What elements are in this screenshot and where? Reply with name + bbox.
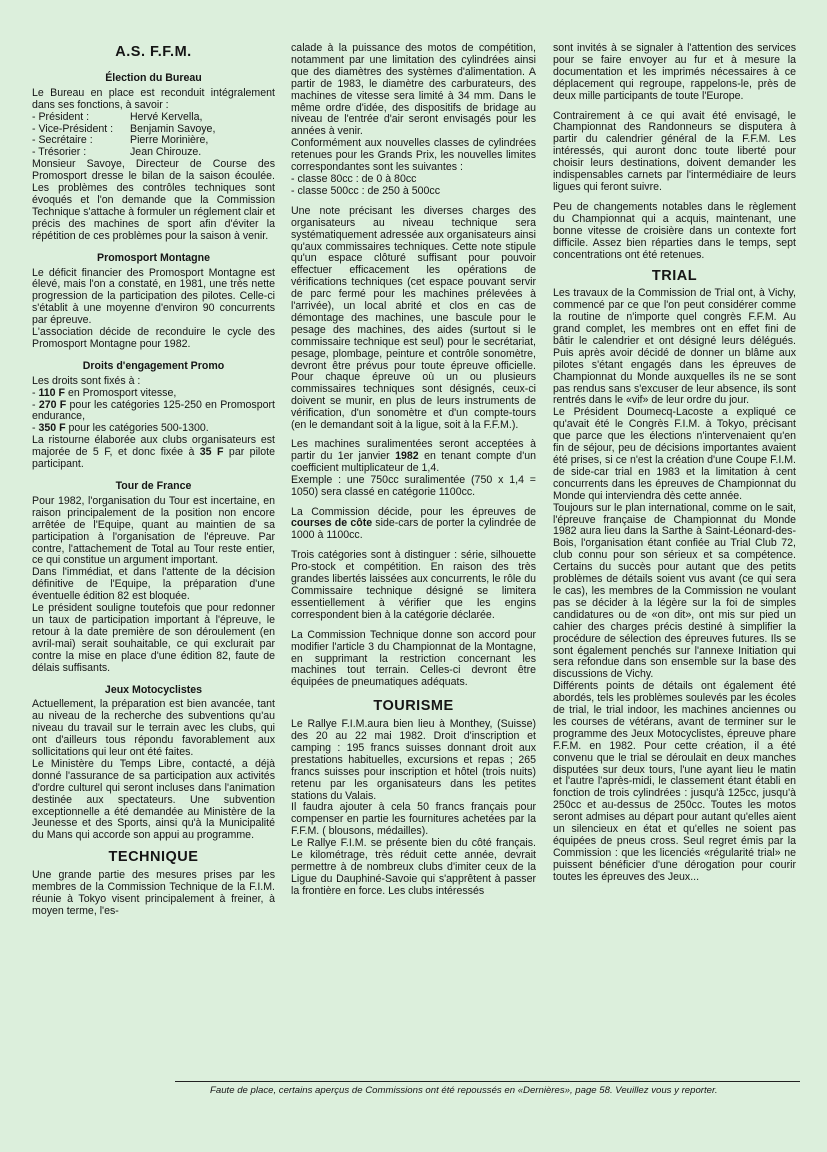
subheading-election: Élection du Bureau (105, 71, 202, 84)
bureau-row: - Trésorier : Jean Chirouze. (32, 146, 202, 159)
paragraph: Peu de changements notables dans le règlement du Championnat qui a acquis, maintenant, une bonne vitesse de croisière dans un contexte fort difficile. Assez bien réparties dans le temps, sept concentrations ont été retenues. (553, 200, 796, 261)
bureau-row: - Secrétaire : Pierre Morinière, (32, 134, 209, 147)
paragraph: Il faudra ajouter à cela 50 francs français pour compenser en partie les fournitures achetées par la F.F.M. ( blousons, médailles). (291, 801, 536, 838)
paragraph: Les machines suralimentées seront acceptées à partir du 1er janvier 1982 en tenant compte d'un coefficient multiplicateur de 1,4. (291, 438, 536, 474)
paragraph: Conformément aux nouvelles classes de cylindrées retenues pour les Grands Prix, les nouvelles limites correspondantes sont les suivantes : (291, 137, 536, 174)
paragraph: Le Président Doumecq-Lacoste a expliqué ce qu'avait été le Congrès F.I.M. à Tokyo, précisant que parce que les élections n'intervenaient qu'en fin de séjour, peu de décisions importantes avaient été prises, si ce n'est la création d'une Coupe F.I.M. de side-car trial en 1983 et la limitation à cent concurrents dans les épreuves de Championnat du Monde qui interviendra dès cette année. (553, 406, 796, 502)
paragraph: Le Bureau en place est reconduit intégralement dans ses fonctions, à savoir : (32, 86, 275, 111)
subheading-promosport-montagne: Promosport Montagne (97, 251, 210, 264)
bureau-row: - Président : Hervé Kervella, (32, 110, 203, 123)
paragraph: La ristourne élaborée aux clubs organisateurs est majorée de 5 F, et donc fixée à 35 F par pilote participant. (32, 434, 275, 471)
paragraph: sont invités à se signaler à l'attention des services pour se faire envoyer au fur et à mesure la documentation et les imprimés nécessaires à ce déplacement qui regroupe, rappelons-le, près de deux mille participants de toute l'Europe. (553, 42, 796, 102)
paragraph: Contrairement à ce qui avait été envisagé, le Championnat des Randonneurs se disputera à partir du calendrier général de la F.F.M. Les intéressés, qui auront donc toute liberté pour choisir leurs destinations, doivent demander les indispensables carnets par l'intermédiaire de leurs ligues qui feront suivre. (553, 109, 796, 193)
section-heading-technique: TECHNIQUE (108, 849, 199, 866)
class-item: - classe 80cc : de 0 à 80cc (291, 172, 417, 185)
paragraph: Le Rallye F.I.M. se présente bien du côté français. Le kilométrage, très réduit cette année, devrait permettre à de nombreux clubs d'imiter ceux de la Ligue du Dauphiné-Savoie qui s'apprêtent à passer la frontière en force. Les clubs intéressés (291, 837, 536, 897)
section-heading-asffm: A.S. F.F.M. (115, 44, 192, 60)
paragraph: La Commission Technique donne son accord pour modifier l'article 3 du Championnat de la Montagne, en supprimant la restriction concernant les machines tout terrain. Celles-ci devront être équipées de pneumatiques adéquats. (291, 628, 536, 689)
paragraph: Exemple : une 750cc suralimentée (750 x 1,4 = 1050) sera classé en catégorie 1100cc. (291, 473, 536, 498)
paragraph: Le déficit financier des Promosport Montagne est élevé, mais l'on a constaté, en 1981, une très nette progression de la participation des pilotes. Celle-ci s'établit à une moyenne d'environ 90 concurrents par épreuve. (32, 266, 275, 327)
fee-item: - 350 F pour les catégories 500-1300. (32, 422, 209, 435)
paragraph: Les droits sont fixés à : (32, 374, 141, 387)
paragraph: Les travaux de la Commission de Trial ont, à Vichy, commencé par ce que l'on peut considérer comme la routine de n'importe quel congrès F.F.M. Au grand complet, les membres ont en effet fini de bâtir le calendrier et ont désigné leurs délégués. Puis après avoir décidé de donner un blâme aux pilotes s'étant engagés dans les épreuves de Championnat du Monde auxquelles ils ne se sont pas rendus sans s'excuser de leur absence, ils sont rentrés dans le «vif» de leur ordre du jour. (553, 287, 796, 407)
footer-note: Faute de place, certains aperçus de Commissions ont été repoussés en «Dernières», page 58. Veuillez vous y reporter. (210, 1085, 718, 1096)
paragraph: Trois catégories sont à distinguer : série, silhouette Pro-stock et compétition. En raison des très grandes libertés laissées aux concurrents, le rôle du Commissaire technique désigné se limitera essentiellement à vérifier que les engins correspondent bien à la catégorie déclarée. (291, 549, 536, 621)
subheading-jeux: Jeux Motocyclistes (104, 683, 203, 696)
column-left (32, 44, 275, 923)
class-item: - classe 500cc : de 250 à 500cc (291, 184, 440, 197)
section-heading-trial: TRIAL (651, 268, 698, 285)
paragraph: Le Rallye F.I.M.aura bien lieu à Monthey, (Suisse) des 20 au 22 mai 1982. Droit d'inscription et camping : 195 francs suisses donnant droit aux prestations habituelles, excursions et repas ; 265 francs suisses pour inscription et hôtel (trois nuits) retenu par les organisateurs dans les petites stations du Valais. (291, 718, 536, 802)
subheading-droits: Droits d'engagement Promo (82, 359, 225, 372)
column-right (553, 43, 796, 889)
paragraph: Toujours sur le plan international, comme on le sait, l'épreuve française de Championnat du Monde 1982 aura lieu dans la Sarthe à Saint-Léonard-des-Bois, l'organisation étant confiée au Trial Club 72, club connu pour son sérieux et sa compétence. Certains du succès pour autant que des petits problèmes de détails soient vus avant (ce qui sera le cas), les membres de la Commission ne voulant pas se décider à la légère sur la foi de simples candidatures ou de «on dit», ont mis sur pied un cahier des charges précis destiné à simplifier la procédure de sélection des épreuves futures. Ils se sont également penchés sur l'annexe Initiation qui sera refondue dans son ensemble sur la base des discussions de Vichy. (553, 501, 796, 681)
paragraph: L'association décide de reconduire le cycle des Promosport Montagne pour 1982. (32, 326, 275, 350)
fee-item: - 110 F en Promosport vitesse, (32, 386, 177, 399)
paragraph: Une note précisant les diverses charges des organisateurs au niveau technique sera systématiquement adressée aux organisateurs ainsi qu'aux commissaires techniques. Cette note stipule qu'un espace clôturé suffisant pour pouvoir effectuer efficacement les opérations de vérifications techniques (cet espace pouvant servir de parc fermé pour les machines prélevées à l'arrivée), un local abrité et clos en cas de démontage des machines, une bascule pour le pesage des machines, des aides (surtout si le commissaire technique est seul) pour le secrétariat, pesage, plombage, peinture et contrôle sonomètre, devront être prévus pour toute épreuve officielle. Pour chaque épreuve où un ou plusieurs commissaires techniques sont désignés, ceux-ci doivent se munir, en plus de leurs instruments de vérification, d'un sonomètre et d'un compte-tours (en le demandant soit à la ligue, soit à la F.F.M.). (291, 204, 536, 432)
subheading-tour-de-france: Tour de France (115, 480, 192, 492)
paragraph: Différents points de détails ont également été abordés, tels les problèmes soulevés par les écoles de trial, le trial indoor, les machines anciennes ou les courses de vétérans, avant de terminer sur le programme des Jeux Motocyclistes, épreuve phare F.F.M. en 1982. Pour cette création, il a été convenu que le trial se déroulait en deux manches disputées sur deux tours, l'une ayant lieu le matin et l'autre l'après-midi, le classement étant établi en fonction de trois cylindrées : jusqu'à 125cc, jusqu'à 250cc et au-dessus de 250cc. Toutes les motos seront admises au départ pour autant qu'elles aient un silencieux en état et qu'elles ne soient pas équipées de pneus cross. Seul regret émis par la Commission : que les licenciés «régularité trial» ne puissent bénéficier d'une dérogation pour courir toutes les épreuves des Jeux... (553, 680, 796, 883)
section-heading-tourisme: TOURISME (373, 698, 454, 715)
bureau-list (32, 112, 275, 160)
paragraph: Dans l'immédiat, et dans l'attente de la décision définitive de l'Equipe, la préparation d'une éventuelle édition 82 est bloquée. (32, 566, 275, 603)
paragraph: Monsieur Savoye, Directeur de Course des Promosport dresse le bilan de la saison écoulée. Les problèmes des contrôles techniques sont évoqués et l'on demande que la Commission Technique s'attache à formuler un réglement clair et précis des machines de sport afin d'éviter la répétition de ces problèmes pour la saison à venir. (32, 158, 275, 242)
column-middle (291, 43, 536, 903)
paragraph: Pour 1982, l'organisation du Tour est incertaine, en raison principalement de la position non encore arrêtée de l'Equipe, quant au maintien de sa participation à l'organisation de l'épreuve. Par contre, l'attachement de Total au Tour reste entier, ce qui constitue un argument important. (32, 494, 275, 567)
paragraph: Le Ministère du Temps Libre, contacté, a déjà donné l'assurance de sa participation aux activités d'ordre culturel qui seront incluses dans l'animation destinée aux spectateurs. Une subvention exceptionnelle a été demandée au Ministère de la Jeunesse et des Sports, ainsi qu'à la Municipalité du Mans qui accorde son appui au programme. (32, 757, 275, 842)
paragraph: La Commission décide, pour les épreuves de courses de côte side-cars de porter la cylindrée de 1000 à 1100cc. (291, 505, 536, 542)
paragraph: Une grande partie des mesures prises par les membres de la Commission Technique de la F.I.M. réunie à Tokyo visent principalement à freiner, à moyen terme, l'es- (32, 869, 275, 917)
bureau-row: - Vice-Président : Benjamin Savoye, (32, 122, 216, 135)
paragraph: Le président souligne toutefois que pour redonner un taux de participation important à l'épreuve, le retour à la date première de son déroulement (en avril-mai) serait souhaitable, ce qui exclurait par contre la mise en place d'une édition 82, faute de délais suffisants. (32, 602, 275, 674)
fee-item: - 270 F pour les catégories 125-250 en Promosport endurance, (32, 398, 275, 423)
paragraph: calade à la puissance des motos de compétition, notamment par une limitation des cylindrées ainsi que des diamètres des systèmes d'alimentation. A partir de 1983, le diamètre des carburateurs, des machines de vitesse sera limité à 34 mm. Dans le même ordre d'idée, des dispositifs de bridage au niveau de l'entrée d'air seront envisagés pour les années à venir. (291, 42, 536, 138)
paragraph: Actuellement, la préparation est bien avancée, tant au niveau de la recherche des subventions qu'au niveau du travail sur le terrain avec les clubs, qui ont d'ailleurs tous répondu favorablement aux sollicitations qui leur ont été faites. (32, 698, 275, 759)
footer-rule (175, 1081, 800, 1082)
